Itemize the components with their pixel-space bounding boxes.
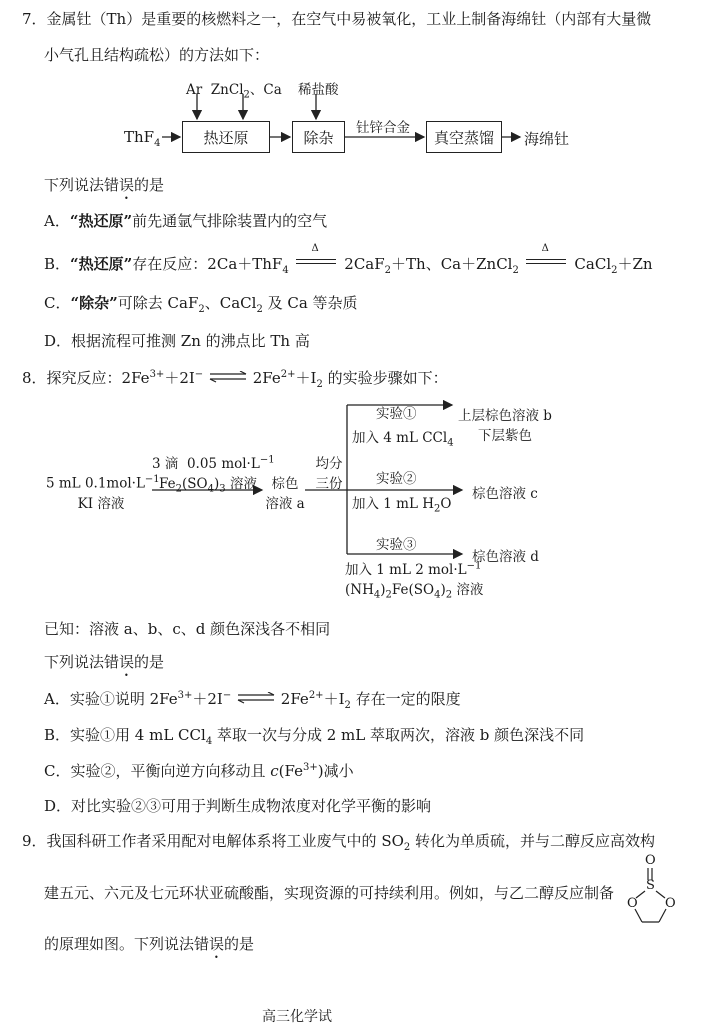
q7-box-thermal-reduction: 热还原 xyxy=(182,121,270,153)
q7-stem-line1: 7．金属钍（Th）是重要的核燃料之一，在空气中易被氧化，工业上制备海绵钍（内部有大量微 xyxy=(22,10,652,28)
q9-stem-line2: 建五元、六元及七元环状亚硫酸酯，实现资源的可持续利用。例如，与乙二醇反应制备 xyxy=(44,884,615,902)
equals-heat-sign-1: Δ xyxy=(294,255,340,269)
q7-option-a: A．“热还原”前先通氩气排除装置内的空气 xyxy=(44,212,328,230)
q8-exp3-label: 实验③ xyxy=(376,537,417,553)
q8-stem: 8．探究反应：$2Fe^{3+}+2I^-$ $2Fe^{2+}+I_2$ 的实验步骤如下： xyxy=(22,369,448,390)
q8-exp1-result: 上层棕色溶液 b 下层紫色 xyxy=(458,408,552,444)
q7-question: 下列说法错误的是 xyxy=(44,176,165,194)
q8-known: 已知：溶液 a、b、c、d 颜色深浅各不相同 xyxy=(44,620,331,638)
q8-exp3-result: 棕色溶液 d xyxy=(472,549,539,565)
q8-exp3-reagent: 加入 1 mL 2 $mol\cdot L^{-1}$ $(NH_4)_2Fe(SO_4)_2$ 溶液 xyxy=(345,560,484,601)
oxygen-left: O xyxy=(627,896,638,911)
q8-option-c: C．实验②，平衡向逆方向移动且 $c(Fe^{3+})$减小 xyxy=(44,762,354,780)
q7-output-sponge-th: 海绵钍 xyxy=(524,130,570,148)
q8-exp1-label: 实验① xyxy=(376,406,417,422)
q7-option-b: B．“热还原”存在反应：2Ca＋ThF$_4$ Δ 2CaF$_2$＋Th、Ca＋ZnCl$_2$ Δ CaCl$_2$＋Zn xyxy=(44,243,653,276)
q7-label-th-zn-alloy: 钍锌合金 xyxy=(356,120,410,136)
q9-stem-line3: 的原理如图。下列说法错误的是 xyxy=(44,935,255,953)
q8-option-a: A．实验①说明 $2Fe^{3+}+2I^-$ $2Fe^{2+}+I_2$ 存在一定的限度 xyxy=(44,690,461,711)
q7-option-d: D．根据流程可推测 Zn 的沸点比 Th 高 xyxy=(44,332,310,350)
sulfur-atom: S xyxy=(646,878,655,893)
q7-reagents-1: Ar ZnCl$_2$、Ca xyxy=(186,82,282,101)
q9-stem-line1: 9．我国科研工作者采用配对电解体系将工业废气中的 $SO_2$ 转化为单质硫，并与二醇反应高效构 xyxy=(22,832,656,853)
q7-box-impurity-removal: 除杂 xyxy=(292,121,345,153)
q8-brown-solution-a: 棕色 溶液 a xyxy=(265,476,305,512)
q7-stem-line2: 小气孔且结构疏松）的方法如下： xyxy=(44,46,270,64)
q8-exp2-result: 棕色溶液 c xyxy=(472,486,538,502)
q7-input-thf4: ThF$_4$ xyxy=(124,128,161,149)
q8-start-solution: 5 mL $0.1mol\cdot L^{-1}$ KI 溶液 xyxy=(46,474,160,512)
page-footer: 高三化学试 xyxy=(262,1009,332,1025)
oxygen-top: O xyxy=(645,853,656,868)
q8-exp2-reagent: 加入 1 mL $H_2O$ xyxy=(352,496,452,515)
q8-exp1-reagent: 加入 4 mL CCl$_4$ xyxy=(352,430,454,449)
q8-question: 下列说法错误的是 xyxy=(44,653,165,671)
q7-box-vacuum-distillation: 真空蒸馏 xyxy=(426,121,502,153)
oxygen-right: O xyxy=(665,896,676,911)
q8-exp2-label: 实验② xyxy=(376,471,417,487)
q8-add-fe2so43: 3 滴 0.05 $mol\cdot L^{-1}$ $Fe_2(SO_4)_3$ 溶液 xyxy=(152,454,275,495)
equals-heat-sign-2: Δ xyxy=(524,255,570,269)
q8-option-b: B．实验①用 4 mL CCl$_4$ 萃取一次与分成 2 mL 萃取两次，溶液 b 颜色深浅不同 xyxy=(44,726,585,747)
q8-split-three: 均分 三份 xyxy=(315,456,343,492)
q8-option-d: D．对比实验②③可用于判断生成物浓度对化学平衡的影响 xyxy=(44,797,432,815)
q7-reagent-2: 稀盐酸 xyxy=(298,82,339,98)
q7-option-c: C．“除杂”可除去 CaF$_2$、CaCl$_2$ 及 Ca 等杂质 xyxy=(44,294,358,315)
